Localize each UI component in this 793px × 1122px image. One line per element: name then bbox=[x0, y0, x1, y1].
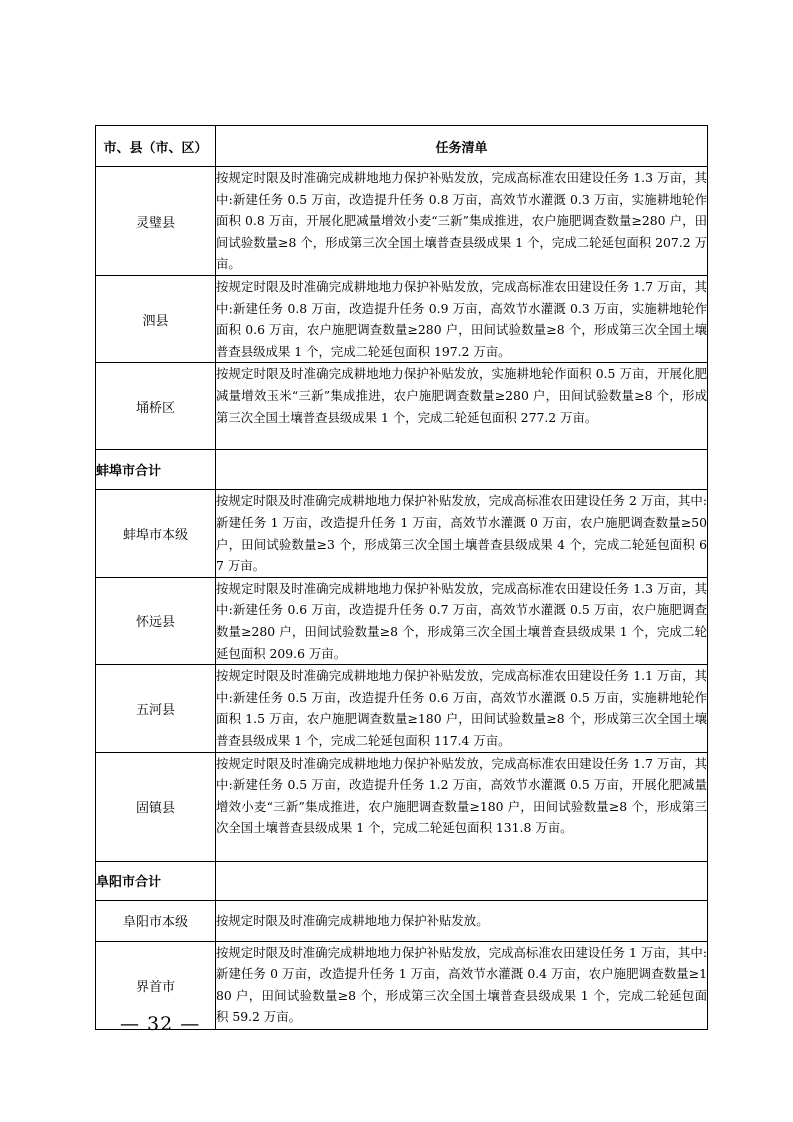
table-row bbox=[96, 167, 708, 276]
subtotal-empty-cell bbox=[216, 450, 708, 490]
table-row bbox=[96, 900, 708, 941]
table-row bbox=[96, 363, 708, 450]
task-cell: 按规定时限及时准确完成耕地地力保护补贴发放，完成高标准农田建设任务 1.7 万亩，其中:新建任务 0.5 万亩，改造提升任务 1.2 万亩，高效节水灌溉 0.5 万亩，开展化肥减量增效小麦“三新”集成推进，农户施肥调查数量≥180 户，田间试验数量≥8 个，形成第三次全国土壤普查县级成果 1 个，完成二轮延包面积 131.8 万亩。 bbox=[216, 752, 708, 861]
task-table bbox=[95, 125, 708, 1030]
task-cell: 按规定时限及时准确完成耕地地力保护补贴发放，完成高标准农田建设任务 1.3 万亩，其中:新建任务 0.5 万亩，改造提升任务 0.8 万亩，高效节水灌溉 0.3 万亩，实施耕地轮作面积 0.8 万亩，开展化肥减量增效小麦“三新”集成推进，农户施肥调查数量≥280 户，田间试验数量≥8 个，形成第三次全国土壤普查县级成果 1 个，完成二轮延包面积 207.2 万亩。 bbox=[216, 167, 708, 276]
region-cell: 五河县 bbox=[96, 665, 216, 752]
table-header-row bbox=[96, 126, 708, 167]
task-cell: 按规定时限及时准确完成耕地地力保护补贴发放，实施耕地轮作面积 0.5 万亩，开展化肥减量增效玉米“三新”集成推进，农户施肥调查数量≥280 户，田间试验数量≥8 个，形成第三次全国土壤普查县级成果 1 个，完成二轮延包面积 277.2 万亩。 bbox=[216, 363, 708, 450]
region-cell: 泗县 bbox=[96, 276, 216, 363]
subtotal-label: 蚌埠市合计 bbox=[96, 450, 216, 490]
region-cell: 灵璧县 bbox=[96, 167, 216, 276]
table-row bbox=[96, 665, 708, 752]
task-cell: 按规定时限及时准确完成耕地地力保护补贴发放，完成高标准农田建设任务 1.7 万亩，其中:新建任务 0.8 万亩，改造提升任务 0.9 万亩，高效节水灌溉 0.3 万亩，实施耕地轮作面积 0.6 万亩，农户施肥调查数量≥280 户，田间试验数量≥8 个，形成第三次全国土壤普查县级成果 1 个，完成二轮延包面积 197.2 万亩。 bbox=[216, 276, 708, 363]
task-cell: 按规定时限及时准确完成耕地地力保护补贴发放，完成高标准农田建设任务 2 万亩，其中:新建任务 1 万亩，改造提升任务 1 万亩，高效节水灌溉 0 万亩，农户施肥调查数量≥50 户，田间试验数量≥3 个，形成第三次全国土壤普查县级成果 4 个，完成二轮延包面积 67 万亩。 bbox=[216, 490, 708, 577]
task-cell: 按规定时限及时准确完成耕地地力保护补贴发放。 bbox=[216, 900, 708, 941]
region-cell: 怀远县 bbox=[96, 577, 216, 664]
page-number: — 32 — bbox=[120, 1013, 201, 1035]
table-row bbox=[96, 577, 708, 664]
subtotal-label: 阜阳市合计 bbox=[96, 861, 216, 900]
table-row bbox=[96, 276, 708, 363]
region-column-header: 市、县（市、区） bbox=[96, 126, 216, 167]
subtotal-empty-cell bbox=[216, 861, 708, 900]
region-cell: 埇桥区 bbox=[96, 363, 216, 450]
region-cell: 界首市 bbox=[96, 941, 216, 1029]
subtotal-row bbox=[96, 861, 708, 900]
table-row bbox=[96, 752, 708, 861]
task-column-header: 任务清单 bbox=[216, 126, 708, 167]
subtotal-row bbox=[96, 450, 708, 490]
task-cell: 按规定时限及时准确完成耕地地力保护补贴发放，完成高标准农田建设任务 1 万亩，其中:新建任务 0 万亩，改造提升任务 1 万亩，高效节水灌溉 0.4 万亩，农户施肥调查数量≥180 户，田间试验数量≥8 个，形成第三次全国土壤普查县级成果 1 个，完成二轮延包面积 59.2 万亩。 bbox=[216, 941, 708, 1029]
region-cell: 蚌埠市本级 bbox=[96, 490, 216, 577]
region-cell: 固镇县 bbox=[96, 752, 216, 861]
task-cell: 按规定时限及时准确完成耕地地力保护补贴发放，完成高标准农田建设任务 1.3 万亩，其中:新建任务 0.6 万亩，改造提升任务 0.7 万亩，高效节水灌溉 0.5 万亩，农户施肥调查数量≥280 户，田间试验数量≥8 个，形成第三次全国土壤普查县级成果 1 个，完成二轮延包面积 209.6 万亩。 bbox=[216, 577, 708, 664]
region-cell: 阜阳市本级 bbox=[96, 900, 216, 941]
table-row bbox=[96, 490, 708, 577]
task-cell: 按规定时限及时准确完成耕地地力保护补贴发放，完成高标准农田建设任务 1.1 万亩，其中:新建任务 0.5 万亩，改造提升任务 0.6 万亩，高效节水灌溉 0.5 万亩，实施耕地轮作面积 1.5 万亩，农户施肥调查数量≥180 户，田间试验数量≥8 个，形成第三次全国土壤普查县级成果 1 个，完成二轮延包面积 117.4 万亩。 bbox=[216, 665, 708, 752]
